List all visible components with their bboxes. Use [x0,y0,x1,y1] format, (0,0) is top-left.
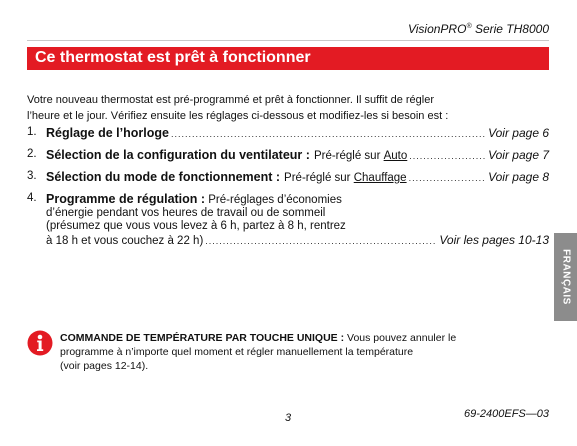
item-preset-value: Auto [383,150,408,162]
dot-leader [171,129,486,139]
section-banner [27,47,549,70]
note-heading: COMMANDE DE TEMPÉRATURE PAR TOUCHE UNIQUE : [60,332,345,344]
page-reference: Voir page 8 [488,170,549,184]
page-reference: Voir page 6 [488,126,549,140]
page-reference: Voir les pages 10-13 [439,233,549,247]
item-title: Réglage de l’horloge [46,126,169,140]
item-preset-label: Pré-réglé sur [284,172,351,184]
item-number: 1. [27,126,37,138]
item-description-line-3: (présumez que vous vous levez à 6 h, partez à 8 h, rentrez [46,220,346,232]
registered-mark: ® [466,23,472,30]
series-name: Serie TH8000 [474,22,549,36]
document-number: 69-2400EFS—03 [464,408,549,420]
item-description-line-2: d’énergie pendant vos heures de travail ou de sommeil [46,207,326,219]
section-title: Ce thermostat est prêt à fonctionner [35,49,311,66]
item-title: Sélection du mode de fonctionnement : [46,170,281,184]
header-title [408,22,549,36]
note-text-2: programme à n’importe quel moment et régler manuellement la température [60,346,414,358]
item-number: 2. [27,148,37,160]
item-title: Programme de régulation : [46,192,206,206]
note-text-1: Vous pouvez annuler le [347,332,457,344]
page-reference: Voir page 7 [488,148,549,162]
intro-line-2: l’heure et le jour. Vérifiez ensuite les réglages ci-dessous et modifiez-les si besoin est : [27,110,449,122]
item-description-line-4: à 18 h et vous couchez à 22 h) [46,235,204,247]
language-tab [554,233,577,321]
item-number: 4. [27,192,37,204]
note-text-3: (voir pages 12-14). [60,360,149,372]
dot-leader [409,151,486,161]
intro-line-1: Votre nouveau thermostat est pré-programmé et prêt à fonctionner. Il suffit de régler [27,94,435,106]
item-description-line-1: Pré-réglages d’économies [208,194,342,206]
language-tab-label: FRANÇAIS [560,249,571,305]
item-preset-value: Chauffage [353,172,407,184]
item-title: Sélection de la configuration du ventilateur : [46,148,310,162]
dot-leader [205,236,437,246]
info-icon [27,330,53,356]
brand-name: VisionPRO [407,22,467,36]
intro-paragraph [27,92,527,124]
page-number: 3 [285,412,292,424]
dot-leader [409,173,486,183]
item-preset-label: Pré-réglé sur [313,150,381,162]
note-paragraph [60,331,510,373]
header-divider [27,40,549,41]
item-number: 3. [27,170,37,182]
